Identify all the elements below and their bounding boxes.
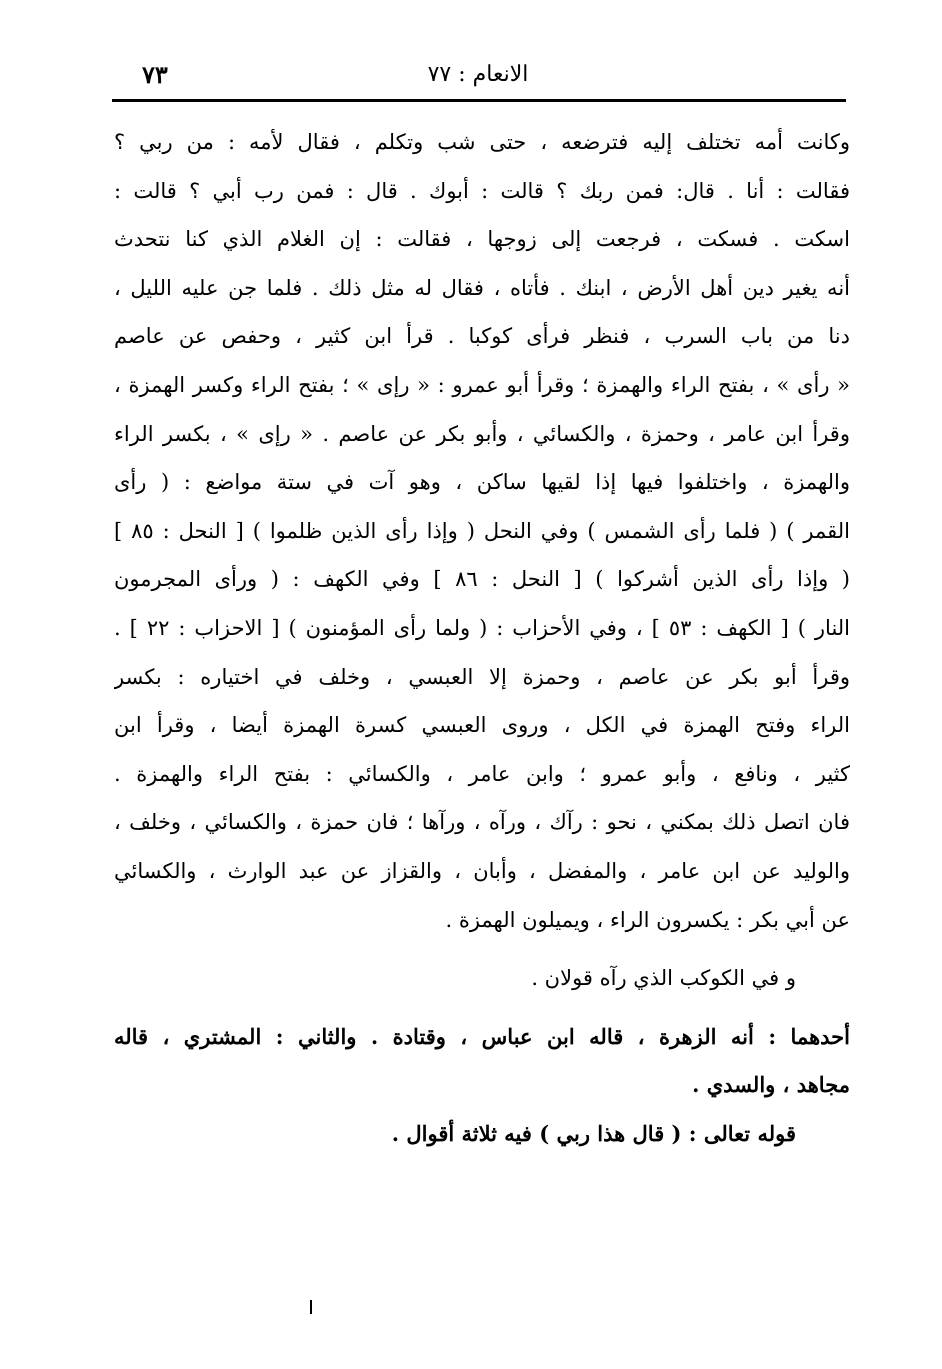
text-line: والوليد عن ابن عامر ، والمفضل ، وأبان ، والقزاز عن عبد الوارث ، والكسائي <box>114 858 850 883</box>
text-line: النار ) [ الكهف : ٥٣ ] ، وفي الأحزاب : ( ولما رأى المؤمنون ) [ الاحزاب : ٢٢ ] . <box>114 615 850 640</box>
text-line: وقرأ ابن عامر ، وحمزة ، والكسائي ، وأبو بكر عن عاصم . « رإى » ، بكسر الراء <box>114 421 850 446</box>
page-number: ٧٣ <box>142 60 168 89</box>
page-body <box>114 118 850 1158</box>
stray-mark <box>310 1300 312 1314</box>
bold-line: مجاهد ، والسدي . <box>692 1072 850 1098</box>
final-line: قوله تعالى : ( قال هذا ربي ) فيه ثلاثة أقوال . <box>391 1120 796 1146</box>
indented-line: و في الكوكب الذي رآه قولان . <box>531 966 796 991</box>
text-line: وكانت أمه تختلف إليه فترضعه ، حتى شب وتكلم ، فقال لأمه : من ربي ؟ <box>114 130 850 154</box>
text-line: الراء وفتح الهمزة في الكل ، وروى العبسي كسرة الهمزة أيضا ، وقرأ ابن <box>114 713 850 738</box>
header-rule <box>112 99 846 102</box>
text-line: ( وإذا رأى الذين أشركوا ) [ النحل : ٨٦ ] وفي الكهف : ( ورأى المجرمون <box>114 567 850 592</box>
text-line: « رأى » ، بفتح الراء والهمزة ؛ وقرأ أبو عمرو : « رإى » ؛ بفتح الراء وكسر الهمزة ، <box>114 372 850 397</box>
running-header <box>112 58 844 98</box>
text-line: عن أبي بكر : يكسرون الراء ، ويميلون الهمزة . <box>445 907 850 932</box>
text-line: وقرأ أبو بكر عن عاصم ، وحمزة إلا العبسي ، وخلف في اختياره : بكسر <box>114 664 850 689</box>
bold-line: أحدهما : أنه الزهرة ، قاله ابن عباس ، وقتادة . والثاني : المشتري ، قاله <box>114 1023 850 1049</box>
text-line: اسكت . فسكت ، فرجعت إلى زوجها ، فقالت : إن الغلام الذي كنا نتحدث <box>114 227 850 252</box>
text-line: دنا من باب السرب ، فنظر فرأى كوكبا . قرأ ابن كثير ، وحفص عن عاصم <box>114 324 850 349</box>
text-line: فان اتصل ذلك بمكني ، نحو : رآك ، ورآه ، ورآها ؛ فان حمزة ، والكسائي ، وخلف ، <box>114 810 850 835</box>
text-line: فقالت : أنا . قال: فمن ربك ؟ قالت : أبوك . قال : فمن رب أبي ؟ قالت : <box>114 178 850 203</box>
text-line: والهمزة ، واختلفوا فيها إذا لقيها ساكن ، وهو آت في ستة مواضع : ( رأى <box>114 470 850 495</box>
header-title: الانعام : ٧٧ <box>427 62 529 87</box>
text-line: القمر ) ( فلما رأى الشمس ) وفي النحل ( وإذا رأى الذين ظلموا ) [ النحل : ٨٥ ] <box>114 518 850 543</box>
text-line: كثير ، ونافع ، وأبو عمرو ؛ وابن عامر ، والكسائي : بفتح الراء والهمزة . <box>114 761 850 786</box>
text-line: أنه يغير دين أهل الأرض ، ابنك . فأتاه ، فقال له مثل ذلك . فلما جن عليه الليل ، <box>114 275 850 300</box>
